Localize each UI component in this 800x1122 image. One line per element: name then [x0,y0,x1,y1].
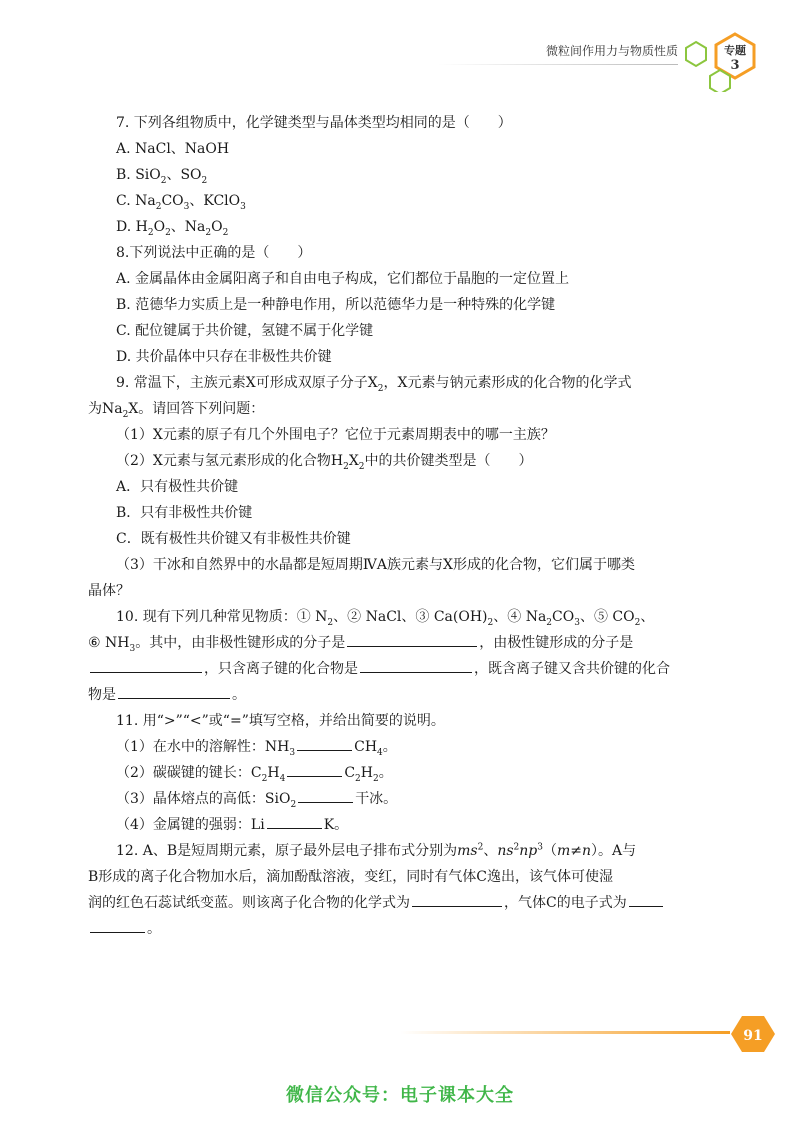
page-number: 91 [743,1028,763,1044]
q10-line1: 10. 现有下列几种常见物质：① $N_2$、② NaCl、③ $Ca(OH)_2$、④ $Na_2CO_3$、⑤ $CO_2$、 [116,609,655,628]
q9-part2: （2）X元素与氢元素形成的化合物$H_2X_2$中的共价键类型是（ ） [116,453,533,472]
exercise-content [88,110,728,942]
chapter-badge-icon [680,32,770,92]
q9-part3-line1: （3）干冰和自然界中的水晶都是短周期ⅣA族元素与X形成的化合物，它们属于哪类 [116,557,635,573]
footer-rule [400,1031,730,1034]
q11-stem: 11. 用“>”“<”或“=”填写空格，并给出简要的说明。 [116,713,445,729]
page-header [410,32,770,92]
q9-stem-line2: 为$Na_2X$。请回答下列问题： [88,401,265,420]
q9-option-b: B．只有非极性共价键 [116,505,253,521]
q7-option-a: A. NaCl、NaOH [116,141,230,157]
badge-label: 专题 [724,44,746,57]
q11-part1: （1）在水中的溶解性：$NH_3$ $CH_4$。 [88,734,728,760]
chapter-title: 微粒间作用力与物质性质 [545,44,678,58]
q7-option-b: B. SiO$_2$、$SO_2$ [116,167,208,186]
watermark: 微信公众号：电子课本大全 [286,1085,514,1106]
q12-line4: 。 [88,916,728,942]
q9-part1: （1）X元素的原子有几个外围电子？它位于元素周期表中的哪一主族？ [116,427,555,443]
q8-stem: 8.下列说法中正确的是（ ） [116,245,312,261]
q9-part3-line2: 晶体？ [88,583,130,599]
q7-option-c: C. $Na_2CO_3$、KClO$_3$ [116,193,246,212]
q8-option-b: B. 范德华力实质上是一种静电作用，所以范德华力是一种特殊的化学键 [116,297,556,313]
answer-blank[interactable] [118,683,230,699]
answer-blank[interactable] [360,657,472,673]
q10-line4: 物是 。 [88,682,728,708]
q11-part4: （4）金属键的强弱：Li K。 [88,812,728,838]
header-rule [438,64,678,65]
answer-blank[interactable] [267,813,322,829]
lower-hexagon-icon [710,70,730,92]
q12-line2: B形成的离子化合物加水后，滴加酚酞溶液，变红，同时有气体C逸出，该气体可使湿 [88,869,613,885]
q11-part2: （2）碳碳键的键长：$C_2H_4$ $C_2H_2$。 [88,760,728,786]
answer-blank[interactable] [629,891,663,907]
q10-line3: ，只含离子键的化合物是 ，既含离子键又含共价键的化合 [88,656,728,682]
badge-number: 3 [730,58,740,73]
page-number-badge [730,1014,776,1054]
q7-stem: 7. 下列各组物质中，化学键类型与晶体类型均相同的是（ ） [116,115,512,131]
answer-blank[interactable] [412,891,502,907]
q8-option-a: A. 金属晶体由金属阳离子和自由电子构成，它们都位于晶胞的一定位置上 [116,271,570,287]
q10-line2: ⑥ $NH_3$。其中，由非极性键形成的分子是 ，由极性键形成的分子是 [88,630,728,656]
q9-option-c: C．既有极性共价键又有非极性共价键 [116,531,351,547]
q9-stem-line1: 9. 常温下，主族元素X可形成双原子分子$X_2$，X元素与钠元素形成的化合物的化学式 [116,375,632,394]
answer-blank[interactable] [90,657,202,673]
q12-line1: 12. A、B是短周期元素，原子最外层电子排布式分别为$ms^2$、$ns^2np^3(m\ne n)$。A与 [116,842,637,859]
q12-line3: 润的红色石蕊试纸变蓝。则该离子化合物的化学式为 ，气体C的电子式为 [88,890,728,916]
q7-option-d: D. $H_2O_2$、$Na_2O_2$ [116,219,229,238]
q8-option-d: D. 共价晶体中只存在非极性共价键 [116,349,332,365]
q8-option-c: C. 配位键属于共价键，氢键不属于化学键 [116,323,374,339]
answer-blank[interactable] [298,787,353,803]
small-hexagon-icon [686,42,706,66]
answer-blank[interactable] [90,917,145,933]
answer-blank[interactable] [297,735,352,751]
q9-option-a: A．只有极性共价键 [116,479,239,495]
q11-part3: （3）晶体熔点的高低：SiO$_2$ 干冰。 [88,786,728,812]
answer-blank[interactable] [347,631,477,647]
answer-blank[interactable] [287,761,342,777]
